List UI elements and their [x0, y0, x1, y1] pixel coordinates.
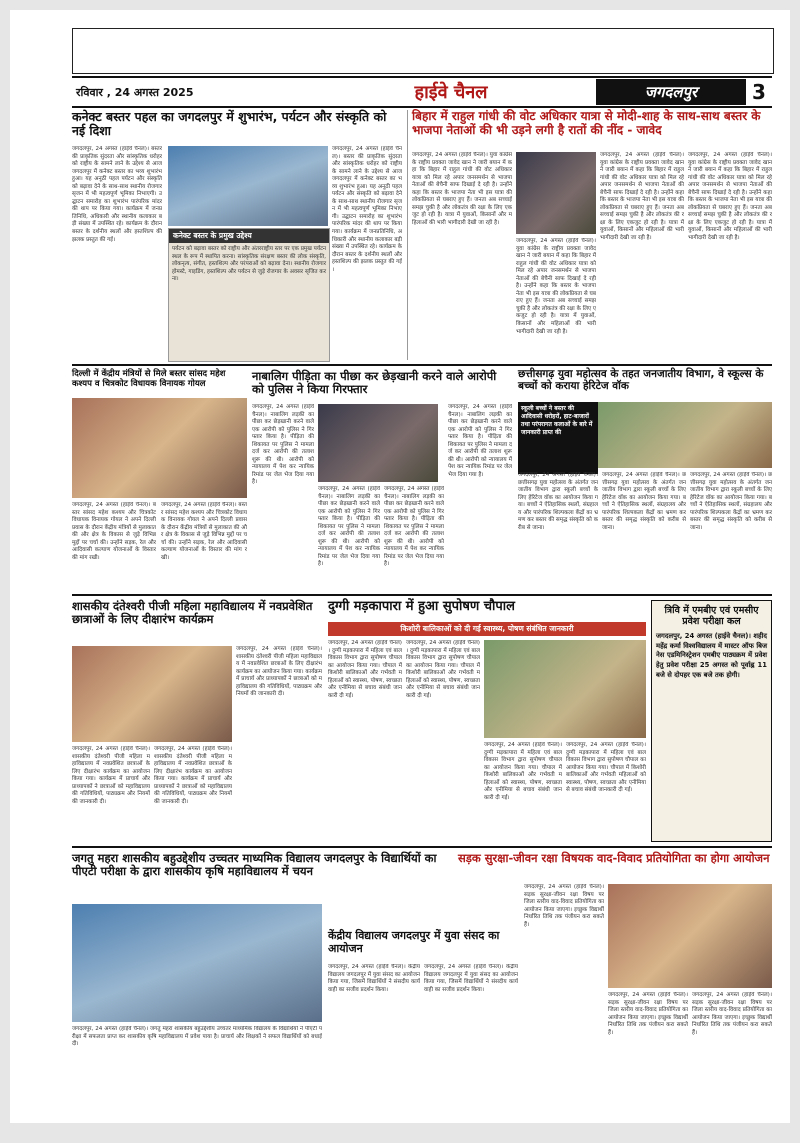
- duggi-body-col4: जगदलपुर, 24 अगस्त (हाईवे चैनल)। दुग्गी मड़कापारा में महिला एवं बाल विकास विभाग द्वारा सुपोषण चौपाल का आयोजन किया गया। चौपाल में किशोरी बालिकाओं और गर्भवती महिलाओं को स्वास्थ्य, पोषण, स्वच्छता और एनीमिया से बचाव संबंधी जानकारी दी गई।: [566, 742, 646, 794]
- naabalig-body-col2: जगदलपुर, 24 अगस्त (हाईवे चैनल)। नाबालिग लड़की का पीछा कर छेड़खानी करने वाले एक आरोपी को पुलिस ने गिरफ्तार किया है। पीड़िता की शिकायत पर पुलिस ने मामला दर्ज कर आरोपी की तलाश शुरू की थी। आरोपी को न्यायालय में पेश कर न्यायिक रिमांड पर जेल भेज दिया गया है।: [318, 486, 380, 568]
- pgcollege-photo: [72, 646, 232, 742]
- bastar-objectives-box: [168, 228, 330, 362]
- bastar-body-col3: जगदलपुर, 24 अगस्त (हाईवे चैनल)। बस्तर की प्राकृतिक सुंदरता और सांस्कृतिक धरोहर को राष्ट्रीय के सामने लाने के उद्देश्य से आज जगदलपुर में कनेक्ट बस्तर का भव्य शुभारंभ हुआ। यह अनूठी पहल पर्यटन और संस्कृति को बढ़ावा देने के साथ-साथ स्थानीय रोजगार सृजन में भी महत्वपूर्ण भूमिका निभाएगी। उद्घाटन समारोह का शुभारंभ पारंपरिक मांदर की थाप पर किया गया। कार्यक्रम में जनप्रतिनिधि, अधिकारी और स्थानीय कलाकार बड़ी संख्या में उपस्थित रहे। कार्यक्रम के दौरान बस्तर के दर्शनीय स्थलों और हस्तशिल्प की झलक प्रस्तुत की गई।: [332, 146, 402, 273]
- issue-date: रविवार , 24 अगस्त 2025: [76, 85, 194, 99]
- naabalig-body-col4: जगदलपुर, 24 अगस्त (हाईवे चैनल)। नाबालिग लड़की का पीछा कर छेड़खानी करने वाले एक आरोपी को पुलिस ने गिरफ्तार किया है। पीड़िता की शिकायत पर पुलिस ने मामला दर्ज कर आरोपी की तलाश शुरू की थी। आरोपी को न्यायालय में पेश कर न्यायिक रिमांड पर जेल भेज दिया गया है।: [448, 404, 512, 478]
- sadak-body-col3: जगदलपुर, 24 अगस्त (हाईवे चैनल)। सड़क सुरक्षा-जीवन रक्षा विषय पर जिला स्तरीय वाद-विवाद प्रतियोगिता का आयोजन किया जाएगा। इच्छुक विद्यार्थी निर्धारित तिथि तक पंजीयन करा सकते हैं।: [692, 992, 772, 1036]
- heritage-headline: छत्तीसगढ़ युवा महोत्सव के तहत जनजातीय विभाग, वे स्कूल्स के बच्चों को कराया हेरिटेज वॉक: [518, 368, 764, 393]
- heritage-callout: स्कूली बच्चों ने बस्तर की आदिवासी धरोहरों, हाट-बाजारों तथा परंपरागत कलाओं के बारे में जानकारी प्राप्त की: [518, 402, 598, 474]
- jagatu-body: जगदलपुर, 24 अगस्त (हाईवे चैनल)। जगतु महरा शासकीय बहुउद्देशीय उच्चतर माध्यमिक विद्यालय के विद्यार्थियों ने पीएटी परीक्षा में सफलता प्राप्त कर शासकीय कृषि महाविद्यालय में प्रवेश पाया है। प्राचार्य और शिक्षकों ने सफल विद्यार्थियों को बधाई दी।: [72, 1026, 322, 1048]
- mba-headline: त्रिवि में एमबीए एवं एमसीए प्रवेश परीक्षा कल: [664, 605, 759, 628]
- naabalig-body-col3: जगदलपुर, 24 अगस्त (हाईवे चैनल)। नाबालिग लड़की का पीछा कर छेड़खानी करने वाले एक आरोपी को पुलिस ने गिरफ्तार किया है। पीड़िता की शिकायत पर पुलिस ने मामला दर्ज कर आरोपी की तलाश शुरू की थी। आरोपी को न्यायालय में पेश कर न्यायिक रिमांड पर जेल भेज दिया गया है।: [384, 486, 444, 568]
- mba-box: [651, 600, 772, 842]
- kendriya-body: जगदलपुर, 24 अगस्त (हाईवे चैनल)। केंद्रीय विद्यालय जगदलपुर में युवा संसद का आयोजन किया गया, जिसमें विद्यार्थियों ने संसदीय कार्यवाही का सजीव प्रदर्शन किया।: [328, 964, 420, 993]
- sadak-photo: [608, 884, 772, 988]
- sadak-headline: सड़क सुरक्षा-जीवन रक्षा विषयक वाद-विवाद प्रतियोगिता का होगा आयोजन: [458, 851, 770, 865]
- naabalig-photo: [318, 404, 438, 482]
- bastar-body: जगदलपुर, 24 अगस्त (हाईवे चैनल)। बस्तर की प्राकृतिक सुंदरता और सांस्कृतिक धरोहर को राष्ट्रीय के सामने लाने के उद्देश्य से आज जगदलपुर में कनेक्ट बस्तर का भव्य शुभारंभ हुआ। यह अनूठी पहल पर्यटन और संस्कृति को बढ़ावा देने के साथ-साथ स्थानीय रोजगार सृजन में भी महत्वपूर्ण भूमिका निभाएगी। उद्घाटन समारोह का शुभारंभ पारंपरिक मांदर की थाप पर किया गया। कार्यक्रम में जनप्रतिनिधि, अधिकारी और स्थानीय कलाकार बड़ी संख्या में उपस्थित रहे। कार्यक्रम के दौरान बस्तर के दर्शनीय स्थलों और हस्तशिल्प की झलक प्रस्तुत की गई।: [72, 146, 162, 243]
- page-number: 3: [752, 80, 766, 104]
- delhi-photo: [72, 398, 247, 498]
- bihar-body-col3: जगदलपुर, 24 अगस्त (हाईवे चैनल)। युवा कांग्रेस के राष्ट्रीय प्रवक्ता जावेद खान ने जारी बयान में कहा कि बिहार में राहुल गांधी की वोट अधिकार यात्रा को मिल रहे अपार जनसमर्थन से भाजपा नेताओं की बेचैनी साफ दिखाई दे रही है। उन्होंने कहा कि बस्तर के भाजपा नेता भी इस यात्रा की लोकप्रियता से घबराए हुए हैं। जनता अब सच्चाई समझ चुकी है और लोकतंत्र की रक्षा के लिए एकजुट हो रही है। यात्रा में युवाओं, किसानों और महिलाओं की भारी भागीदारी देखी जा रही है।: [600, 152, 684, 242]
- jagatu-headline: जगतु महरा शासकीय बहुउद्देशीय उच्चतर माध्यमिक विद्यालय जगदलपुर के विद्यार्थियों का पीएटी परीक्षा के द्वारा शासकीय कृषि महाविद्यालय में चयन: [72, 851, 437, 879]
- duggi-body-col3: जगदलपुर, 24 अगस्त (हाईवे चैनल)। दुग्गी मड़कापारा में महिला एवं बाल विकास विभाग द्वारा सुपोषण चौपाल का आयोजन किया गया। चौपाल में किशोरी बालिकाओं और गर्भवती महिलाओं को स्वास्थ्य, पोषण, स्वच्छता और एनीमिया से बचाव संबंधी जानकारी दी गई।: [484, 742, 562, 801]
- kendriya-body-col2: जगदलपुर, 24 अगस्त (हाईवे चैनल)। केंद्रीय विद्यालय जगदलपुर में युवा संसद का आयोजन किया गया, जिसमें विद्यार्थियों ने संसदीय कार्यवाही का सजीव प्रदर्शन किया।: [424, 964, 518, 993]
- bastar-photo: [168, 146, 328, 226]
- heritage-photo: [598, 402, 772, 468]
- masthead: [72, 76, 772, 108]
- bihar-body: जगदलपुर, 24 अगस्त (हाईवे चैनल)। युवा कांग्रेस के राष्ट्रीय प्रवक्ता जावेद खान ने जारी बयान में कहा कि बिहार में राहुल गांधी की वोट अधिकार यात्रा को मिल रहे अपार जनसमर्थन से भाजपा नेताओं की बेचैनी साफ दिखाई दे रही है। उन्होंने कहा कि बस्तर के भाजपा नेता भी इस यात्रा की लोकप्रियता से घबराए हुए हैं। जनता अब सच्चाई समझ चुकी है और लोकतंत्र की रक्षा के लिए एकजुट हो रही है। यात्रा में युवाओं, किसानों और महिलाओं की भारी भागीदारी देखी जा रही है।: [412, 152, 512, 226]
- city-label: जगदलपुर: [596, 79, 746, 105]
- sadak-body: जगदलपुर, 24 अगस्त (हाईवे चैनल)। सड़क सुरक्षा-जीवन रक्षा विषय पर जिला स्तरीय वाद-विवाद प्रतियोगिता का आयोजन किया जाएगा। इच्छुक विद्यार्थी निर्धारित तिथि तक पंजीयन करा सकते हैं।: [524, 884, 604, 928]
- jagatu-photo: [72, 904, 322, 1022]
- kendriya-headline: केंद्रीय विद्यालय जगदलपुर में युवा संसद का आयोजन: [328, 929, 500, 955]
- bastar-box-text: पर्यटन को बढ़ावा बस्तर को राष्ट्रीय और अंतरराष्ट्रीय स्तर पर एक प्रमुख पर्यटन स्थल के रूप में स्थापित करना। सांस्कृतिक संरक्षण बस्तर की लोक संस्कृति, लोकनृत्य, संगीत, हस्तशिल्प और परंपराओं को बढ़ावा देना। स्थानीय रोजगार होमस्टे, गाइडिंग, हस्तशिल्प और पर्यटन से जुड़े रोजगार के अवसर सृजित करना।: [172, 246, 326, 283]
- duggi-headline: दुग्गी मड़कापारा में हुआ सुपोषण चौपाल: [328, 599, 515, 614]
- duggi-photo: [484, 640, 646, 738]
- column-rule: [407, 110, 408, 360]
- bastar-box-title: कनेक्ट बस्तर के प्रमुख उद्देश्य: [169, 229, 329, 243]
- duggi-subhead: किशोरी बालिकाओं को दी गई स्वास्थ्य, पोषण संबंधित जानकारी: [328, 622, 646, 636]
- naabalig-headline: नाबालिग पीड़िता का पीछा कर छेड़खानी करने वाले आरोपी को पुलिस ने किया गिरफ्तार: [252, 369, 497, 397]
- pgcollege-headline: शासकीय दंतेश्वरी पीजी महिला महाविद्यालय में नवप्रवेशित छात्राओं के लिए दीक्षारंभ कार्यक्रम: [72, 599, 313, 627]
- pgcollege-body-col3: जगदलपुर, 24 अगस्त (हाईवे चैनल)। शासकीय दंतेश्वरी पीजी महिला महाविद्यालय में नवप्रवेशित छात्राओं के लिए दीक्षारंभ कार्यक्रम का आयोजन किया गया। कार्यक्रम में प्राचार्य और प्राध्यापकों ने छात्राओं को महाविद्यालय की गतिविधियों, पाठ्यक्रम और नियमों की जानकारी दी।: [236, 646, 322, 698]
- heritage-body-col3: जगदलपुर, 24 अगस्त (हाईवे चैनल)। छत्तीसगढ़ युवा महोत्सव के अंतर्गत जनजातीय विभाग द्वारा स्कूली बच्चों के लिए हेरिटेज वॉक का आयोजन किया गया। बच्चों ने ऐतिहासिक स्थलों, संग्रहालय और पारंपरिक शिल्पकला केंद्रों का भ्रमण कर बस्तर की समृद्ध संस्कृति को करीब से जाना।: [690, 472, 772, 531]
- mba-body: जगदलपुर, 24 अगस्त (हाईवे चैनल)। शहीद महेंद्र कर्मा विश्वविद्यालय में मास्टर ऑफ बिजनेस एडमिनिस्ट्रेशन एमबीए पाठ्यक्रम में प्रवेश हेतु प्रवेश परीक्षा 25 अगस्त को पूर्वाह्न 11 बजे से दोपहर एक बजे तक होगी।: [656, 631, 767, 680]
- pgcollege-body-col2: जगदलपुर, 24 अगस्त (हाईवे चैनल)। शासकीय दंतेश्वरी पीजी महिला महाविद्यालय में नवप्रवेशित छात्राओं के लिए दीक्षारंभ कार्यक्रम का आयोजन किया गया। कार्यक्रम में प्राचार्य और प्राध्यापकों ने छात्राओं को महाविद्यालय की गतिविधियों, पाठ्यक्रम और नियमों की जानकारी दी।: [154, 746, 232, 805]
- duggi-body: जगदलपुर, 24 अगस्त (हाईवे चैनल)। दुग्गी मड़कापारा में महिला एवं बाल विकास विभाग द्वारा सुपोषण चौपाल का आयोजन किया गया। चौपाल में किशोरी बालिकाओं और गर्भवती महिलाओं को स्वास्थ्य, पोषण, स्वच्छता और एनीमिया से बचाव संबंधी जानकारी दी गई।: [328, 640, 402, 699]
- bastar-headline: कनेक्ट बस्तर पहल का जगदलपुर में शुभारंभ, पर्यटन और संस्कृति को नई दिशा: [72, 109, 387, 139]
- sadak-body-col2: जगदलपुर, 24 अगस्त (हाईवे चैनल)। सड़क सुरक्षा-जीवन रक्षा विषय पर जिला स्तरीय वाद-विवाद प्रतियोगिता का आयोजन किया जाएगा। इच्छुक विद्यार्थी निर्धारित तिथि तक पंजीयन करा सकते हैं।: [608, 992, 688, 1036]
- top-ad-box: [72, 28, 774, 74]
- bihar-photo: [516, 152, 596, 234]
- heritage-body-col2: जगदलपुर, 24 अगस्त (हाईवे चैनल)। छत्तीसगढ़ युवा महोत्सव के अंतर्गत जनजातीय विभाग द्वारा स्कूली बच्चों के लिए हेरिटेज वॉक का आयोजन किया गया। बच्चों ने ऐतिहासिक स्थलों, संग्रहालय और पारंपरिक शिल्पकला केंद्रों का भ्रमण कर बस्तर की समृद्ध संस्कृति को करीब से जाना।: [602, 472, 686, 531]
- pgcollege-body: जगदलपुर, 24 अगस्त (हाईवे चैनल)। शासकीय दंतेश्वरी पीजी महिला महाविद्यालय में नवप्रवेशित छात्राओं के लिए दीक्षारंभ कार्यक्रम का आयोजन किया गया। कार्यक्रम में प्राचार्य और प्राध्यापकों ने छात्राओं को महाविद्यालय की गतिविधियों, पाठ्यक्रम और नियमों की जानकारी दी।: [72, 746, 150, 805]
- delhi-headline: दिल्ली में केंद्रीय मंत्रियों से मिले बस्तर सांसद महेश कश्यप व चित्रकोट विधायक विनायक गोयल: [72, 369, 226, 389]
- section-rule: [72, 364, 772, 366]
- bihar-headline: बिहार में राहुल गांधी की वोट अधिकार यात्रा से मोदी-शाह के साथ-साथ बस्तर के भाजपा नेताओं की भी उड़ने लगी है रातों की नींद - जावेद: [412, 109, 761, 137]
- naabalig-body: जगदलपुर, 24 अगस्त (हाईवे चैनल)। नाबालिग लड़की का पीछा कर छेड़खानी करने वाले एक आरोपी को पुलिस ने गिरफ्तार किया है। पीड़िता की शिकायत पर पुलिस ने मामला दर्ज कर आरोपी की तलाश शुरू की थी। आरोपी को न्यायालय में पेश कर न्यायिक रिमांड पर जेल भेज दिया गया है।: [252, 404, 314, 486]
- delhi-body-col2: जगदलपुर, 24 अगस्त (हाईवे चैनल)। बस्तर सांसद महेश कश्यप और चित्रकोट विधायक विनायक गोयल ने अपने दिल्ली प्रवास के दौरान केंद्रीय मंत्रियों से मुलाकात की और क्षेत्र के विकास से जुड़े विभिन्न मुद्दों पर चर्चा की। उन्होंने सड़क, रेल और आदिवासी कल्याण योजनाओं के विस्तार की मांग रखी।: [161, 502, 247, 561]
- section-rule: [72, 846, 772, 848]
- newspaper-page: [10, 10, 790, 1123]
- heritage-body: जगदलपुर, 24 अगस्त (हाईवे चैनल)। छत्तीसगढ़ युवा महोत्सव के अंतर्गत जनजातीय विभाग द्वारा स्कूली बच्चों के लिए हेरिटेज वॉक का आयोजन किया गया। बच्चों ने ऐतिहासिक स्थलों, संग्रहालय और पारंपरिक शिल्पकला केंद्रों का भ्रमण कर बस्तर की समृद्ध संस्कृति को करीब से जाना।: [518, 472, 598, 531]
- section-rule: [72, 594, 772, 596]
- bihar-body-col4: जगदलपुर, 24 अगस्त (हाईवे चैनल)। युवा कांग्रेस के राष्ट्रीय प्रवक्ता जावेद खान ने जारी बयान में कहा कि बिहार में राहुल गांधी की वोट अधिकार यात्रा को मिल रहे अपार जनसमर्थन से भाजपा नेताओं की बेचैनी साफ दिखाई दे रही है। उन्होंने कहा कि बस्तर के भाजपा नेता भी इस यात्रा की लोकप्रियता से घबराए हुए हैं। जनता अब सच्चाई समझ चुकी है और लोकतंत्र की रक्षा के लिए एकजुट हो रही है। यात्रा में युवाओं, किसानों और महिलाओं की भारी भागीदारी देखी जा रही है।: [688, 152, 772, 242]
- delhi-body: जगदलपुर, 24 अगस्त (हाईवे चैनल)। बस्तर सांसद महेश कश्यप और चित्रकोट विधायक विनायक गोयल ने अपने दिल्ली प्रवास के दौरान केंद्रीय मंत्रियों से मुलाकात की और क्षेत्र के विकास से जुड़े विभिन्न मुद्दों पर चर्चा की। उन्होंने सड़क, रेल और आदिवासी कल्याण योजनाओं के विस्तार की मांग रखी।: [72, 502, 156, 561]
- bihar-body-col2: जगदलपुर, 24 अगस्त (हाईवे चैनल)। युवा कांग्रेस के राष्ट्रीय प्रवक्ता जावेद खान ने जारी बयान में कहा कि बिहार में राहुल गांधी की वोट अधिकार यात्रा को मिल रहे अपार जनसमर्थन से भाजपा नेताओं की बेचैनी साफ दिखाई दे रही है। उन्होंने कहा कि बस्तर के भाजपा नेता भी इस यात्रा की लोकप्रियता से घबराए हुए हैं। जनता अब सच्चाई समझ चुकी है और लोकतंत्र की रक्षा के लिए एकजुट हो रही है। यात्रा में युवाओं, किसानों और महिलाओं की भारी भागीदारी देखी जा रही है।: [516, 238, 596, 335]
- paper-name: हाईवे चैनल: [414, 82, 488, 103]
- duggi-body-col2: जगदलपुर, 24 अगस्त (हाईवे चैनल)। दुग्गी मड़कापारा में महिला एवं बाल विकास विभाग द्वारा सुपोषण चौपाल का आयोजन किया गया। चौपाल में किशोरी बालिकाओं और गर्भवती महिलाओं को स्वास्थ्य, पोषण, स्वच्छता और एनीमिया से बचाव संबंधी जानकारी दी गई।: [406, 640, 480, 699]
